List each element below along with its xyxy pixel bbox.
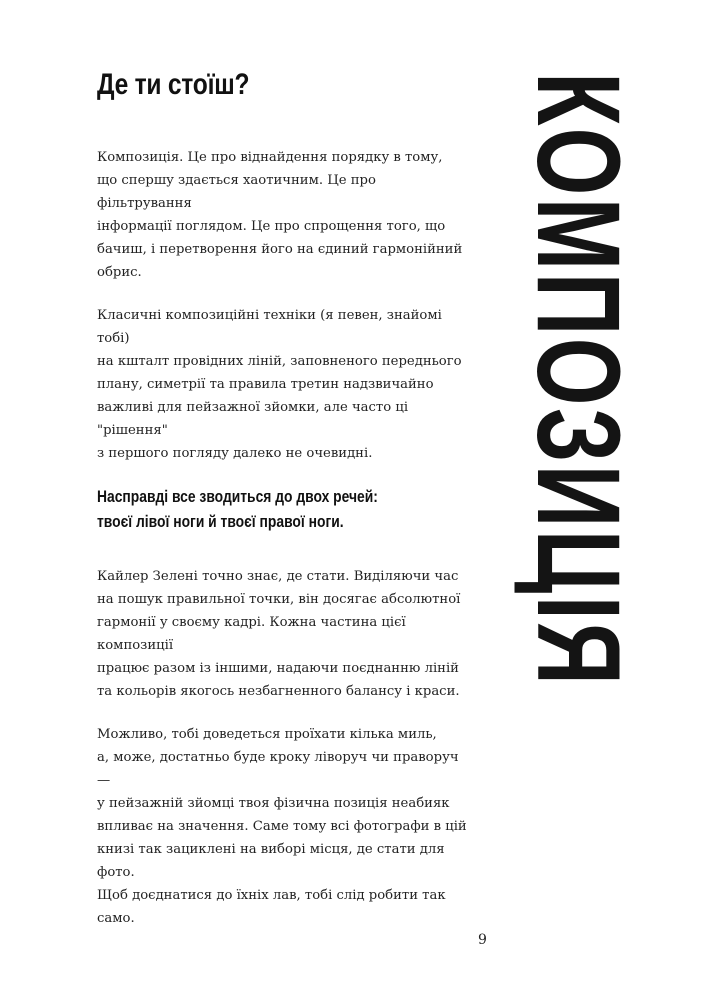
page-number: 9 — [478, 932, 487, 948]
page-title: Де ти стоїш? — [97, 68, 250, 101]
paragraph-1: Композиція. Це про віднайдення порядку в тому, що спершу здається хаотичним. Це про фільтрування інформації поглядом. Це про спрощення того, що бачиш, і перетворення його на єдиний гармонійний обрис. — [97, 150, 463, 280]
paragraph-4: Можливо, тобі доведеться проїхати кілька миль, а, може, достатньо буде кроку ліворуч чи праворуч — у пейзажній зйомці твоя фізична позиція неабияк впливає на значення. Саме тому всі фотографи в цій книзі так зациклені на виборі місця, де стати для фото. Щоб доєднатися до їхніх лав, тобі слід робити так само. — [97, 727, 467, 926]
vertical-section-title — [512, 72, 644, 787]
vertical-section-title-text: КОМПОЗИЦІЯ — [512, 72, 644, 688]
paragraph-2: Класичні композиційні техніки (я певен, знайомі тобі) на кшталт провідних ліній, заповненого переднього плану, симетрії та правила третин надзвичайно важливі для пейзажної зйомки, але часто ці "рішення" з першого погляду далеко не очевидні. — [97, 308, 462, 461]
lead-callout: Насправді все зводиться до двох речей: твоєї лівої ноги й твоєї правої ноги. — [97, 488, 378, 531]
body-text — [97, 146, 467, 950]
paragraph-3: Кайлер Зелені точно знає, де стати. Виділяючи час на пошук правильної точки, він досягає абсолютної гармонії у своєму кадрі. Кожна частина цієї композиції працює разом із іншими, надаючи поєднанню ліній та кольорів якогось незбагненного балансу і краси. — [97, 569, 461, 699]
